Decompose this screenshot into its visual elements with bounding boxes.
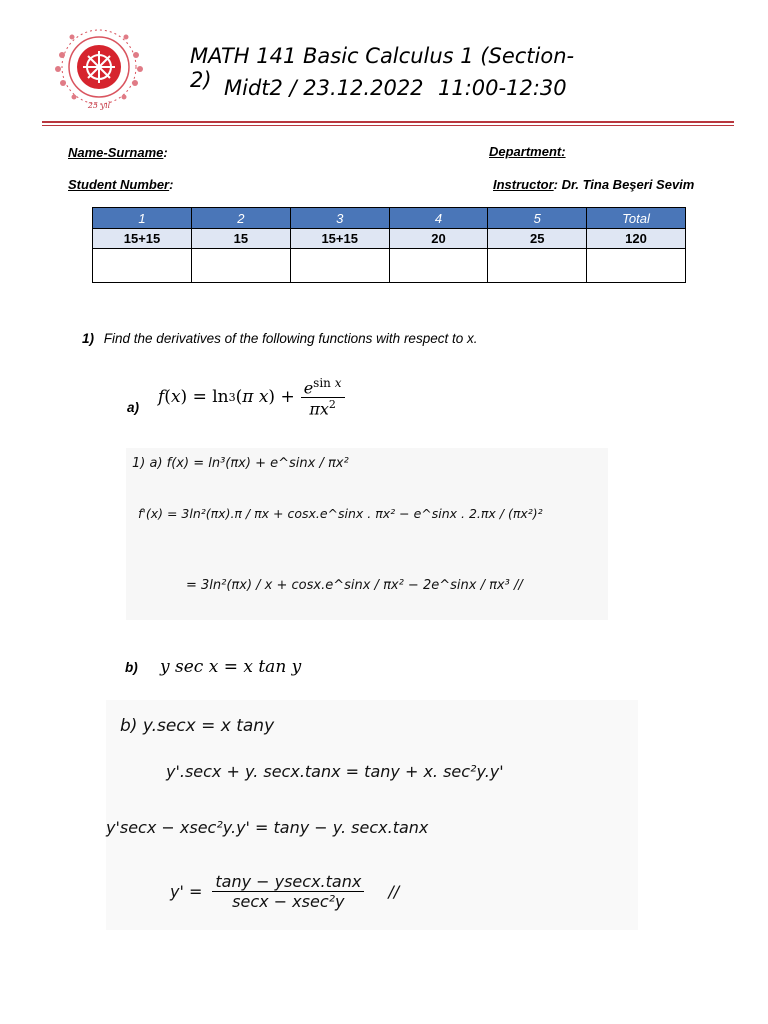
header-divider xyxy=(42,121,734,123)
header-divider-thin xyxy=(42,125,734,126)
grade-table xyxy=(92,207,686,283)
points-cell: 15+15 xyxy=(290,229,389,249)
header-cell: 3 xyxy=(290,208,389,229)
hw-b-mark: // xyxy=(388,882,400,901)
hw-b-numerator: tany − ysecx.tanx xyxy=(212,872,364,892)
handwritten-answer-a xyxy=(126,448,608,620)
points-cell: 15 xyxy=(192,229,291,249)
header-cell: 5 xyxy=(488,208,587,229)
points-cell: 15+15 xyxy=(93,229,192,249)
header-cell: 4 xyxy=(389,208,488,229)
svg-text:25 yıl: 25 yıl xyxy=(87,101,111,110)
grade-table-points-row xyxy=(93,229,686,249)
hw-b-lhs: y' = xyxy=(170,882,203,901)
part-a-equation: f ( x ) = ln 3 ( π x ) + $\frac{e^{sin} ^x}{\pi x^2}$ xyxy=(158,376,345,419)
part-a-label: a) xyxy=(127,400,140,415)
score-cell xyxy=(192,249,291,283)
hw-a-line3: = 3ln²(πx) / x + cosx.e^sinx / πx² − 2e^sinx / πx³ // xyxy=(186,578,523,593)
hw-b-line3: y'secx − xsec²y.y' = tany − y. secx.tanx xyxy=(106,818,429,837)
points-cell: 25 xyxy=(488,229,587,249)
handwritten-answer-b xyxy=(106,700,638,930)
exam-date: Midt2 / 23.12.2022 xyxy=(224,76,424,100)
instructor-name: Dr. Tina Beşeri Sevim xyxy=(561,177,695,192)
department-label: Department: xyxy=(489,144,566,159)
instructor-label: Instructor xyxy=(493,177,554,192)
score-cell xyxy=(290,249,389,283)
student-number-label: Student Number xyxy=(68,177,170,192)
grade-table-header-row xyxy=(93,208,686,229)
header-cell: 2 xyxy=(192,208,291,229)
student-number-field: Student Number: xyxy=(68,177,174,192)
name-field: Name-Surname: xyxy=(68,145,168,160)
question-number: 1) xyxy=(82,331,95,346)
part-b-label: b) xyxy=(125,660,138,675)
exam-title: MATH 141 Basic Calculus 1 (Section-2) xyxy=(190,44,575,92)
hw-b-line4 xyxy=(170,872,399,911)
hw-b-denominator: secx − xsec²y xyxy=(232,892,345,911)
hw-a-line2: f'(x) = 3ln²(πx).π / πx + cosx.e^sinx . πx² − e^sinx . 2.πx / (πx²)² xyxy=(138,506,543,521)
points-cell: 120 xyxy=(587,229,686,249)
points-cell: 20 xyxy=(389,229,488,249)
score-cell xyxy=(93,249,192,283)
header-cell: 1 xyxy=(93,208,192,229)
question-text: Find the derivatives of the following functions with respect to x. xyxy=(103,331,478,346)
hw-a-line1: 1) a) f(x) = ln³(πx) + e^sinx / πx² xyxy=(132,456,349,471)
header-cell: Total xyxy=(587,208,686,229)
name-label: Name-Surname xyxy=(68,145,164,160)
instructor-field: Instructor: Dr. Tina Beşeri Sevim xyxy=(493,177,695,192)
hw-b-line1: b) y.secx = x tany xyxy=(120,716,275,736)
part-b-equation: y sec x = x tan y xyxy=(160,657,302,677)
question-1 xyxy=(82,331,477,346)
hw-b-line2: y'.secx + y. secx.tanx = tany + x. sec²y.y' xyxy=(166,762,504,781)
score-cell xyxy=(587,249,686,283)
exam-time: 11:00-12:30 xyxy=(438,76,567,100)
score-cell xyxy=(488,249,587,283)
score-cell xyxy=(389,249,488,283)
university-logo xyxy=(48,25,150,111)
grade-table-score-row xyxy=(93,249,686,283)
